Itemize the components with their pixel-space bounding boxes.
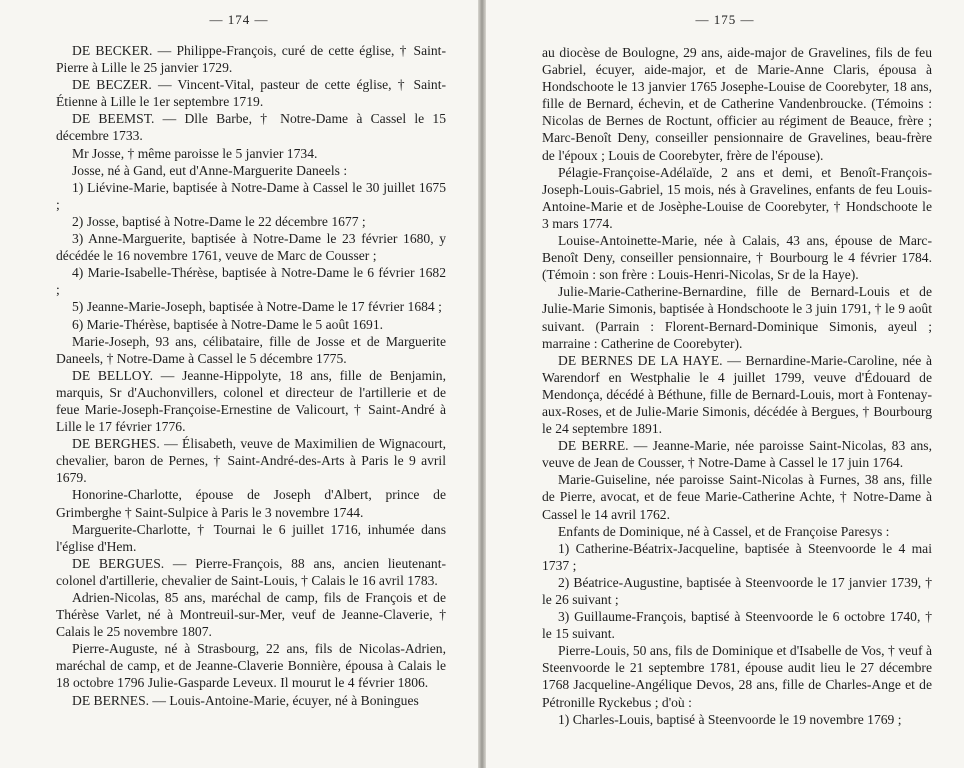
entry-paragraph: Julie-Marie-Catherine-Bernardine, fille de Bernard-Louis et de Julie-Marie Simonis, baptisée à Hondschoote le 3 juin 1791, † le 9 août suivant. (Parrain : Florent-Bernard-Dominique Simonis, ayeul ; marraine : Catherine de Coorebyter). (542, 284, 932, 351)
entry-paragraph: DE BELLOY. — Jeanne-Hippolyte, 18 ans, fille de Benjamin, marquis, Sr d'Auchonvillers, colonel et directeur de l'artillerie et de feue Marie-Joseph-Françoise-Ernestine de Valicourt, † Saint-André à Lille le 17 février 1776. (56, 367, 446, 435)
entry-paragraph: Marie-Guiseline, née paroisse Saint-Nicolas à Furnes, 38 ans, fille de Pierre, avocat, et de feue Marie-Catherine Achte, † Notre-Dame à Cassel le 14 avril 1762. (542, 472, 932, 522)
child-entry: 3) Guillaume-François, baptisé à Steenvoorde le 6 octobre 1740, † le 15 suivant. (542, 609, 932, 642)
book-gutter (478, 0, 486, 768)
entry-paragraph: Marguerite-Charlotte, † Tournai le 6 juillet 1716, inhumée dans l'église d'Hem. (56, 521, 446, 554)
entry-paragraph: Mr Josse, † même paroisse le 5 janvier 1734. (72, 145, 318, 161)
page-number: — 174 — (209, 12, 269, 27)
child-entry: 5) Jeanne-Marie-Joseph, baptisée à Notre-Dame le 17 février 1684 ; (72, 299, 442, 315)
entry-paragraph: DE BERGUES. — Pierre-François, 88 ans, ancien lieutenant-colonel d'artillerie, chevalier de Saint-Louis, † Calais le 16 avril 1783. (56, 555, 446, 588)
child-entry: 1) Charles-Louis, baptisé à Steenvoorde le 19 novembre 1769 ; (558, 711, 902, 727)
child-entry: 2) Josse, baptisé à Notre-Dame le 22 décembre 1677 ; (72, 213, 366, 229)
left-page (0, 0, 478, 768)
entry-paragraph: DE BERRE. — Jeanne-Marie, née paroisse Saint-Nicolas, 83 ans, veuve de Jean de Cousser, † Notre-Dame à Cassel le 17 juin 1764. (542, 438, 932, 471)
entry-paragraph: DE BERNES. — Louis-Antoine-Marie, écuyer, né à Boningues (72, 692, 419, 708)
right-page (486, 0, 964, 768)
entry-paragraph: DE BERGHES. — Élisabeth, veuve de Maximilien de Wignacourt, chevalier, baron de Pernes, † Saint-André-des-Arts à Paris le 9 avril 1679. (56, 436, 446, 486)
entry-paragraph: Marie-Joseph, 93 ans, célibataire, fille de Josse et de Marguerite Daneels, † Notre-Dame à Cassel le 5 décembre 1775. (56, 333, 446, 366)
child-entry: 1) Catherine-Béatrix-Jacqueline, baptisée à Steenvoorde le 4 mai 1737 ; (542, 540, 932, 573)
page-number: — 175 — (695, 12, 755, 27)
entry-paragraph: DE BECKER. — Philippe-François, curé de cette église, † Saint-Pierre à Lille le 25 janvier 1729. (56, 43, 446, 76)
page-text (56, 42, 446, 709)
child-entry: 1) Liévine-Marie, baptisée à Notre-Dame à Cassel le 30 juillet 1675 ; (56, 179, 446, 212)
child-entry: 2) Béatrice-Augustine, baptisée à Steenvoorde le 17 janvier 1739, † le 26 suivant ; (542, 574, 932, 607)
entry-paragraph: Honorine-Charlotte, épouse de Joseph d'Albert, prince de Grimberghe † Saint-Sulpice à Paris le 3 novembre 1744. (56, 487, 446, 520)
entry-paragraph: Adrien-Nicolas, 85 ans, maréchal de camp, fils de François et de Thérèse Varlet, né à Montreuil-sur-Mer, veuf de Jeanne-Claverie, † Calais le 25 novembre 1807. (56, 590, 446, 640)
entry-paragraph: Josse, né à Gand, eut d'Anne-Marguerite Daneels : (72, 162, 348, 178)
entry-paragraph: Pierre-Louis, 50 ans, fils de Dominique et d'Isabelle de Vos, † veuf à Steenvoorde le 21 septembre 1781, épouse audit lieu le 27 décembre 1768 Jacqueline-Angélique Devos, 28 ans, fille de Charles-Ange et de Pétronille Ryckebus ; d'où : (542, 643, 932, 710)
child-entry: 3) Anne-Marguerite, baptisée à Notre-Dame le 23 février 1680, y décédée le 16 novembre 1761, veuve de Marc de Cousser ; (56, 231, 446, 264)
entry-paragraph: DE BECZER. — Vincent-Vital, pasteur de cette église, † Saint-Étienne à Lille le 1er septembre 1719. (56, 77, 446, 110)
entry-paragraph: DE BERNES DE LA HAYE. — Bernardine-Marie-Caroline, née à Warendorf en Westphalie le 4 juillet 1799, veuve d'Édouard de Mendonça, décédé à Béthune, fille de Bernard-Louis, mort à Fontenay-aux-Roses, et de Julie-Marie Simonis, décédée à Bergues, † Bourbourg le 24 septembre 1891. (542, 352, 932, 437)
entry-paragraph: Pierre-Auguste, né à Strasbourg, 22 ans, fils de Nicolas-Adrien, maréchal de camp, et de Jeanne-Claverie Bonnière, épousa à Calais le 18 octobre 1796 Julie-Gasparde Leveux. Il mourut le 4 février 1806. (56, 641, 446, 691)
entry-paragraph: au diocèse de Boulogne, 29 ans, aide-major de Gravelines, fils de feu Gabriel, écuyer, aide-major, et de Marie-Anne Claris, épousa à Hondschoote le 13 janvier 1765 Josephe-Louise de Coorebyter, 18 ans, fille de Bernard, échevin, et de Catherine Vandenbroucke. (Témoins : Nicolas de Bernes de Roctunt, officier au régiment de Beauce, frère ; Marc-Benoît Deny, conseiller pensionnaire de Gravelines, beau-frère de l'époux ; Louis de Coorebyter, frère de l'épouse). (542, 45, 932, 163)
entry-paragraph: Louise-Antoinette-Marie, née à Calais, 43 ans, épouse de Marc-Benoît Deny, conseiller pensionnaire, † Bourbourg le 4 février 1784. (Témoin : son frère : Louis-Henri-Nicolas, Sr de la Haye). (542, 233, 932, 283)
page-text (542, 44, 932, 728)
child-entry: 4) Marie-Isabelle-Thérèse, baptisée à Notre-Dame le 6 février 1682 ; (56, 265, 446, 298)
entry-paragraph: Pélagie-Françoise-Adélaïde, 2 ans et demi, et Benoît-François-Joseph-Louis-Gabriel, 15 mois, nés à Gravelines, enfants de feu Louis-Antoine-Marie et de Josèphe-Louise de Coorebyter, † Hondschoote le 3 mars 1774. (542, 164, 932, 231)
entry-paragraph: DE BEEMST. — Dlle Barbe, † Notre-Dame à Cassel le 15 décembre 1733. (56, 111, 446, 144)
entry-paragraph: Enfants de Dominique, né à Cassel, et de Françoise Paresys : (558, 523, 890, 539)
child-entry: 6) Marie-Thérèse, baptisée à Notre-Dame le 5 août 1691. (72, 316, 384, 332)
